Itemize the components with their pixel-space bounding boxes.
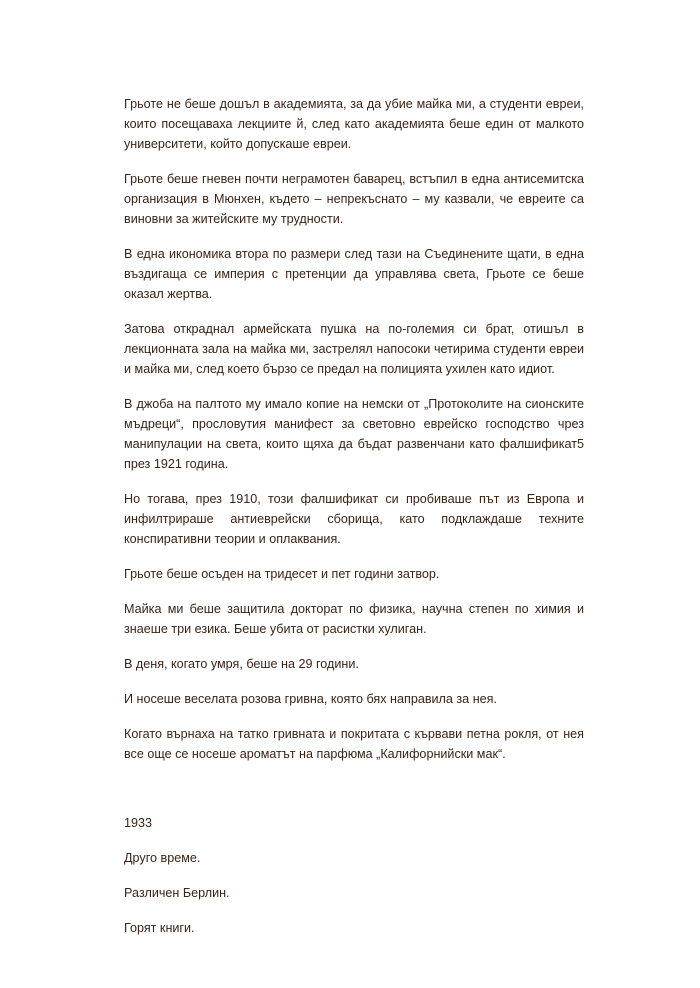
paragraph-1: Грьоте не беше дошъл в академията, за да убие майка ми, а студенти евреи, които посещаваха лекциите й, след като академията беше един от малкото университети, който допускаше евреи. [124,97,584,151]
paragraph-7: Грьоте беше осъден на тридесет и пет години затвор. [124,567,440,581]
document-body [124,94,584,953]
paragraph-4: Затова откраднал армейската пушка на по-големия си брат, отишъл в лекционната зала на майка ми, застрелял напосоки четирима студенти евреи и майка ми, след което бързо се предал на полицията ухилен като идиот. [124,322,584,376]
section-year: 1933 [124,816,153,830]
paragraph-11: Когато върнаха на татко гривната и покритата с кървави петна рокля, от нея все още се носеше ароматът на парфюма „Калифорнийски мак“. [124,727,584,761]
closing-line-3: Горят книги. [124,921,195,935]
closing-line-1: Друго време. [124,851,201,865]
paragraph-2: Грьоте беше гневен почти неграмотен баварец, встъпил в една антисемитска организация в Мюнхен, където – непрекъснато – му казвали, че евреите са виновни за житейските му трудности. [124,172,584,226]
paragraph-8: Майка ми беше защитила докторат по физика, научна степен по химия и знаеше три езика. Беше убита от расистки хулиган. [124,602,584,636]
paragraph-3: В една икономика втора по размери след тази на Съединените щати, в една въздигаща се империя с претенции да управлява света, Грьоте се беше оказал жертва. [124,247,584,301]
paragraph-10: И носеше веселата розова гривна, която бях направила за нея. [124,692,497,706]
paragraph-6: Но тогава, през 1910, този фалшификат си пробиваше път из Европа и инфилтрираше антиеврейски сборища, като подклаждаше техните конспиративни теории и оплаквания. [124,492,584,546]
paragraph-9: В деня, когато умря, беше на 29 години. [124,657,359,671]
section-gap [124,779,584,813]
paragraph-5: В джоба на палтото му имало копие на немски от „Протоколите на сионските мъдреци“, прословутия манифест за световно еврейско господство чрез манипулации на света, които щяха да бъдат развенчани като фалшификат5 през 1921 година. [124,397,584,471]
closing-line-2: Различен Берлин. [124,886,230,900]
